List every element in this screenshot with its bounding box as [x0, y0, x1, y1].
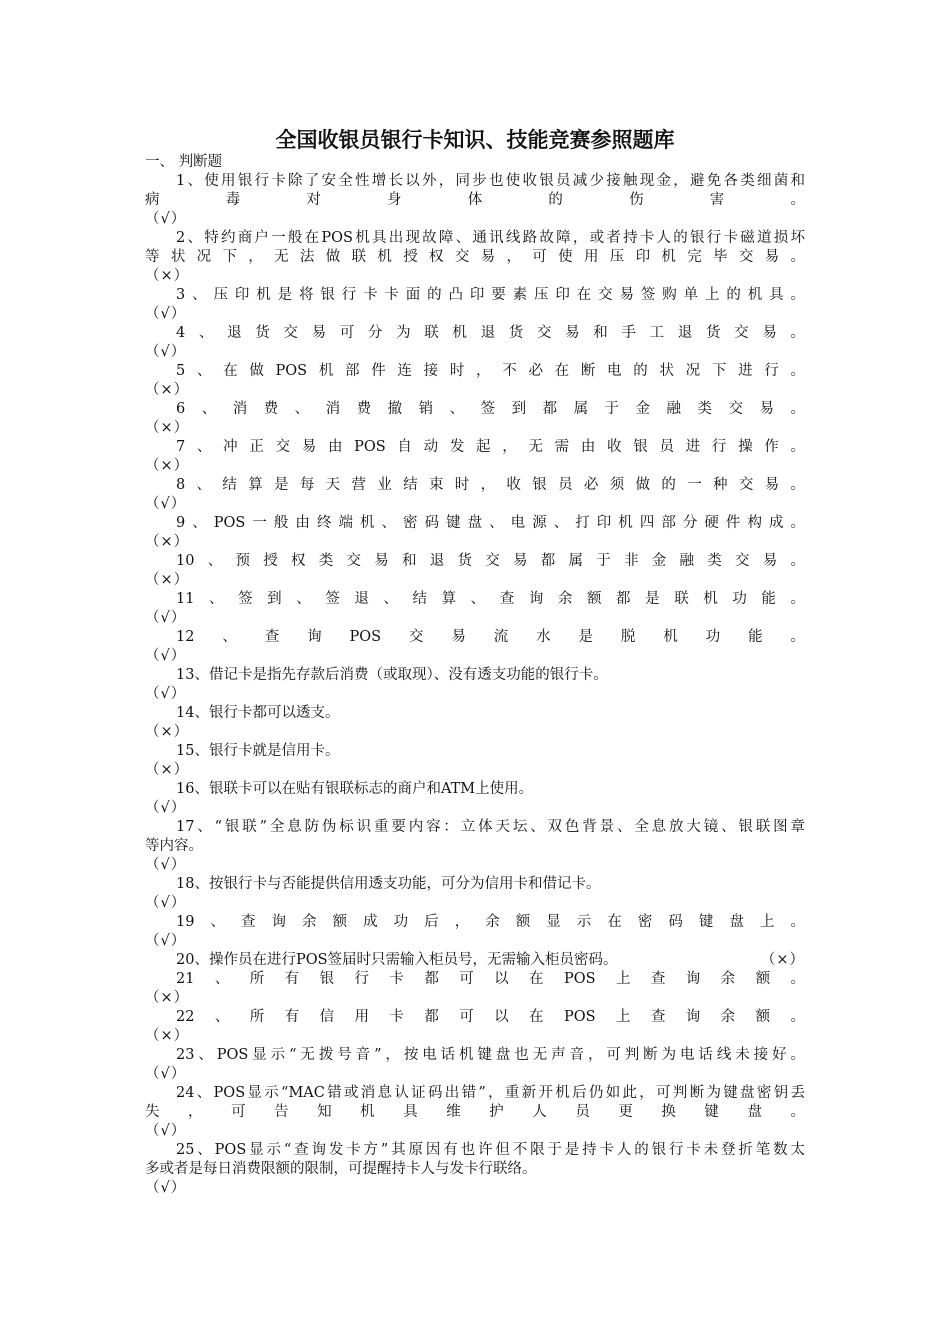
question-text-line: 9、POS一般由终端机、密码键盘、电源、打印机四部分硬件构成。 [176, 515, 805, 531]
question-text-line: 13、借记卡是指先存款后消费（或取现）、没有透支功能的银行卡。 [176, 667, 608, 683]
answer-mark: （×） [145, 990, 190, 1006]
question-item [145, 476, 805, 514]
question-item [145, 400, 805, 438]
question-text-line: 病 毒 对 身 体 的 伤 害 。 [145, 192, 805, 208]
answer-mark: （√） [145, 496, 187, 512]
section-heading: 一、 判断题 [145, 154, 223, 170]
question-item [145, 172, 805, 229]
answer-mark: （×） [145, 420, 190, 436]
answer-mark: （×） [145, 534, 190, 550]
question-text-line: 14、银行卡都可以透支。 [176, 705, 340, 721]
question-text-line: 19、查询余额成功后，余额显示在密码键盘上。 [176, 914, 805, 930]
answer-mark: （√） [145, 211, 187, 227]
question-item [145, 362, 805, 400]
answer-mark: （√） [145, 933, 187, 949]
question-item [145, 514, 805, 552]
answer-mark: （√） [145, 895, 187, 911]
question-item [145, 875, 805, 913]
answer-mark: （×） [145, 724, 190, 740]
question-text-line: 等状况下，无法做联机授权交易，可使用压印机完毕交易。 [145, 249, 805, 265]
question-text-line: 4、退货交易可分为联机退货交易和手工退货交易。 [176, 325, 805, 341]
question-text-line: 21、所有银行卡都可以在POS上查询余额。 [176, 971, 805, 987]
question-text-line: 2、特约商户一般在POS机具出现故障、通讯线路故障，或者持卡人的银行卡磁道损坏 [176, 230, 805, 246]
answer-mark: （×） [145, 1028, 190, 1044]
question-text-line: 25、POS显示“查询发卡方”其原因有也许但不限于是持卡人的银行卡未登折笔数太 [176, 1142, 805, 1158]
question-text-line [145, 951, 805, 970]
question-item [145, 286, 805, 324]
question-text-line: 23、POS显示“无拨号音”，按电话机键盘也无声音，可判断为电话线未接好。 [176, 1047, 805, 1063]
answer-mark: （√） [145, 800, 187, 816]
question-text-line: 15、银行卡就是信用卡。 [176, 743, 340, 759]
question-item [145, 628, 805, 666]
question-item [145, 1084, 805, 1141]
answer-mark: （×） [145, 458, 190, 474]
answer-mark: （×） [760, 952, 805, 968]
answer-mark: （√） [145, 1066, 187, 1082]
answer-mark: （×） [145, 268, 190, 284]
question-item [145, 666, 805, 704]
question-item [145, 1008, 805, 1046]
question-item [145, 913, 805, 951]
page-title: 全国收银员银行卡知识、技能竞赛参照题库 [275, 128, 675, 152]
question-text-line: 6、消费、消费撤销、签到都属于金融类交易。 [176, 401, 805, 417]
question-item [145, 438, 805, 476]
question-item [145, 1141, 805, 1198]
answer-mark: （√） [145, 1180, 187, 1196]
question-text-line: 1、使用银行卡除了安全性增长以外，同步也使收银员减少接触现金，避免各类细菌和 [176, 173, 805, 189]
question-text: 20、操作员在进行POS签届时只需输入柜员号，无需输入柜员密码。 [176, 952, 618, 968]
question-text-line: 18、按银行卡与否能提供信用透支功能，可分为信用卡和借记卡。 [176, 876, 601, 892]
question-text-line: 多或者是每日消费限额的限制，可提醒持卡人与发卡行联络。 [145, 1161, 537, 1177]
question-item [145, 590, 805, 628]
question-item [145, 818, 805, 875]
answer-mark: （×） [145, 382, 190, 398]
question-item [145, 742, 805, 780]
question-text-line: 10、预授权类交易和退货交易都属于非金融类交易。 [176, 553, 805, 569]
question-text-line: 5、在做POS机部件连接时，不必在断电的状况下进行。 [176, 363, 805, 379]
answer-mark: （√） [145, 857, 187, 873]
question-item [145, 970, 805, 1008]
question-text-line: 11、签到、签退、结算、查询余额都是联机功能。 [176, 591, 805, 607]
question-item [145, 951, 805, 970]
question-text-line: 17、“银联”全息防伪标识重要内容：立体天坛、双色背景、全息放大镜、银联图章 [176, 819, 805, 835]
answer-mark: （×） [145, 762, 190, 778]
question-text-line: 12、查询POS交易流水是脱机功能。 [176, 629, 805, 645]
question-text-line: 3、压印机是将银行卡卡面的凸印要素压印在交易签购单上的机具。 [176, 287, 805, 303]
question-item [145, 552, 805, 590]
answer-mark: （√） [145, 686, 187, 702]
question-text-line: 7、冲正交易由POS自动发起，无需由收银员进行操作。 [176, 439, 805, 455]
answer-mark: （√） [145, 344, 187, 360]
question-text-line: 失，可告知机具维护人员更换键盘。 [145, 1104, 805, 1120]
question-text-line: 16、银联卡可以在贴有银联标志的商户和ATM上使用。 [176, 781, 534, 797]
question-item [145, 229, 805, 286]
answer-mark: （√） [145, 610, 187, 626]
answer-mark: （√） [145, 306, 187, 322]
question-text-line: 8、结算是每天营业结束时，收银员必须做的一种交易。 [176, 477, 805, 493]
answer-mark: （√） [145, 648, 187, 664]
question-item [145, 704, 805, 742]
question-item [145, 780, 805, 818]
answer-mark: （×） [145, 572, 190, 588]
answer-mark: （√） [145, 1123, 187, 1139]
question-item [145, 1046, 805, 1084]
question-text-line: 24、POS显示“MAC错或消息认证码出错”，重新开机后仍如此，可判断为键盘密钥丢 [176, 1085, 805, 1101]
question-item [145, 324, 805, 362]
question-text-line: 22、所有信用卡都可以在POS上查询余额。 [176, 1009, 805, 1025]
question-list [145, 172, 805, 1198]
question-text-line: 等内容。 [145, 838, 203, 854]
